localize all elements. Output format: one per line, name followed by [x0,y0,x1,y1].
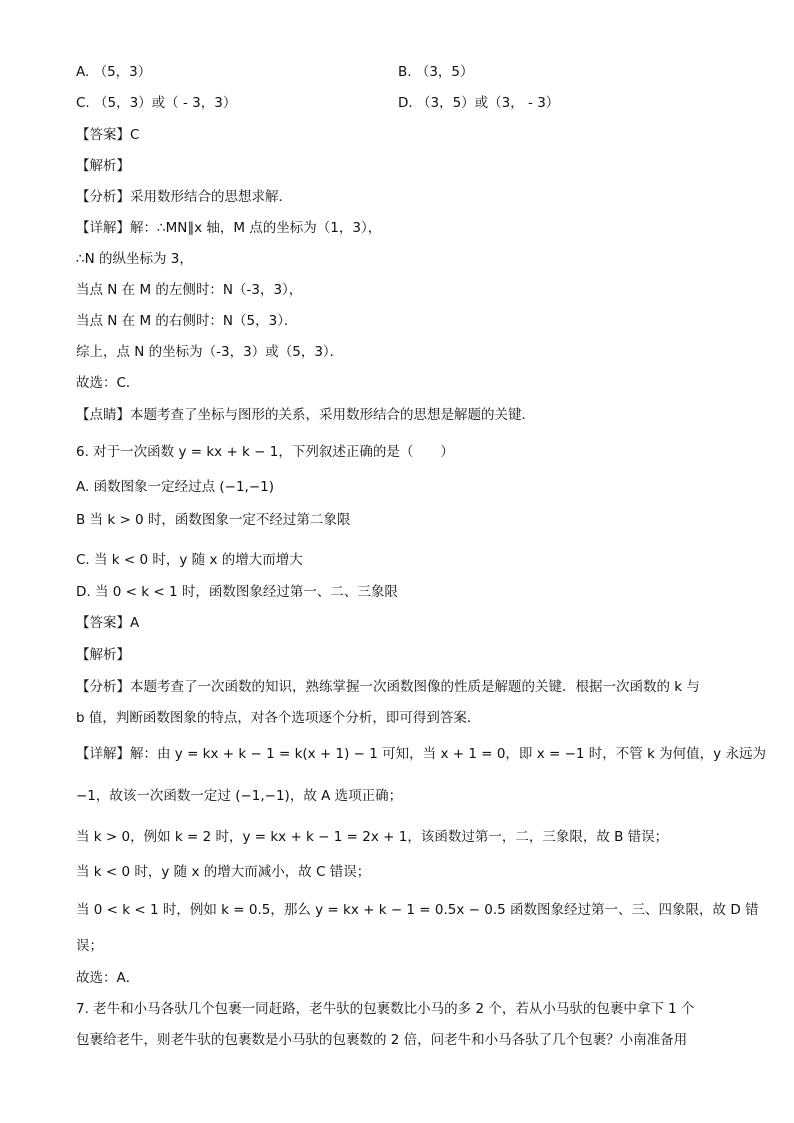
q5-fenxi: 【分析】采用数形结合的思想求解． [76,189,292,205]
q6-answer: 【答案】A [76,615,140,631]
q5-option-b: B. （3，5） [398,64,474,80]
q6-detail-2: −1，故该一次函数一定过 (−1,−1)，故 A 选项正确； [76,788,403,804]
q7-stem-1: 7. 老牛和小马各驮几个包裹一同赶路，老牛驮的包裹数比小马的多 2 个，若从小马驮的包裹中拿下 1 个 [76,1001,695,1017]
q6-detail-1: 【详解】解：由 y = kx + k − 1 = k(x + 1) − 1 可知，当 x + 1 = 0，即 x = −1 时，不管 k 为何值，y 永远为 [76,746,766,762]
q6-fenxi-1: 【分析】本题考查了一次函数的知识，熟练掌握一次函数图像的性质是解题的关键．根据一次函数的 k 与 [76,679,700,695]
q5-option-d: D. （3，5）或（3， - 3） [398,95,560,111]
q6-detail-4: 当 k < 0 时，y 随 x 的增大而减小，故 C 错误； [76,864,371,880]
q6-option-d: D. 当 0 < k < 1 时，函数图象经过第一、二、三象限 [76,584,398,600]
q5-detail-5: 综上，点 N 的坐标为（-3，3）或（5，3）． [76,344,344,360]
q6-fenxi-2: b 值，判断函数图象的特点，对各个选项逐个分析，即可得到答案． [76,710,481,726]
q6-option-c: C. 当 k < 0 时，y 随 x 的增大而增大 [76,552,303,568]
q6-detail-3: 当 k > 0，例如 k = 2 时，y = kx + k − 1 = 2x + 1，该函数过第一，二，三象限，故 B 错误； [76,829,669,845]
q6-analysis-title: 【解析】 [76,647,130,663]
q6-detail-6: 误； [76,938,103,954]
q6-option-b: B 当 k > 0 时，函数图象一定不经过第二象限 [76,512,351,528]
q5-detail-1: 【详解】解：∴MN∥x 轴，M 点的坐标为（1，3）， [76,220,382,236]
q5-analysis-title: 【解析】 [76,158,130,174]
q5-comment: 【点睛】本题考查了坐标与图形的关系，采用数形结合的思想是解题的关键． [76,407,535,423]
q5-answer: 【答案】C [76,127,140,143]
q7-stem-2: 包裹给老牛，则老牛驮的包裹数是小马驮的包裹数的 2 倍，问老牛和小马各驮了几个包裹？小南准备用 [76,1032,688,1048]
q5-detail-3: 当点 N 在 M 的左侧时：N（-3，3）， [76,282,303,298]
q5-detail-2: ∴N 的纵坐标为 3， [76,251,193,267]
q5-option-c: C. （5，3）或（ - 3，3） [76,95,237,111]
q5-detail-4: 当点 N 在 M 的右侧时：N（5，3）． [76,313,298,329]
q5-choose: 故选：C． [76,375,140,391]
q6-stem: 6. 对于一次函数 y = kx + k − 1，下列叙述正确的是（ ） [76,444,454,460]
q6-choose: 故选：A． [76,970,140,986]
q5-option-a: A. （5，3） [76,64,152,80]
q6-detail-5: 当 0 < k < 1 时，例如 k = 0.5，那么 y = kx + k − 1 = 0.5x − 0.5 函数图象经过第一、三、四象限，故 D 错 [76,902,759,918]
q6-option-a: A. 函数图象一定经过点 (−1,−1) [76,479,274,495]
